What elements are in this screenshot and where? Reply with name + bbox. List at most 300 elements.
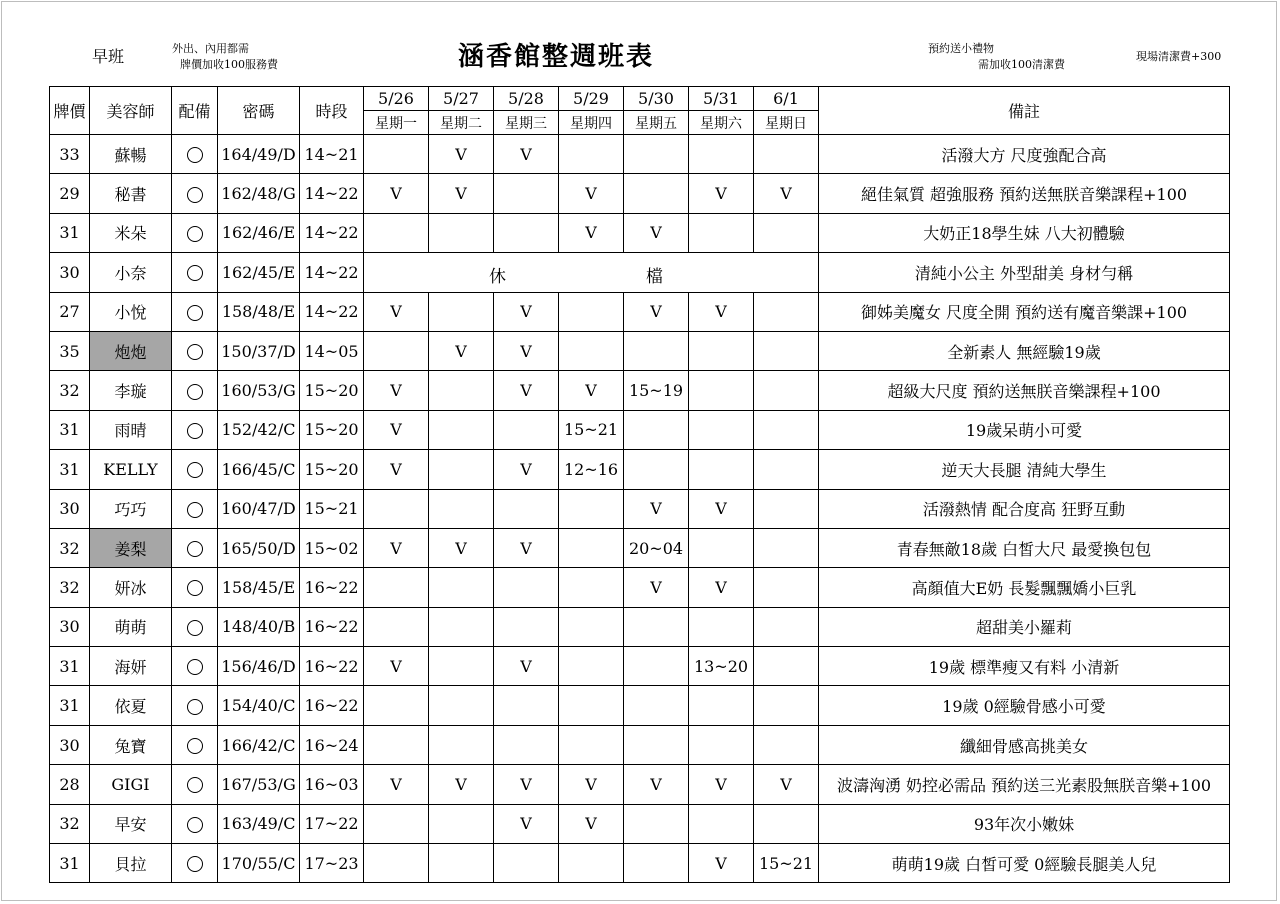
day-cell (689, 725, 754, 764)
day-cell: V (624, 765, 689, 804)
col-header-period: 時段 (300, 87, 364, 135)
day-cell: V (429, 765, 494, 804)
col-header-date: 5/31 (689, 87, 754, 111)
remark-cell: 全新素人 無經驗19歲 (819, 331, 1230, 370)
day-cell (624, 647, 689, 686)
circle-icon (187, 856, 203, 872)
col-header-date: 5/29 (559, 87, 624, 111)
col-header-code: 密碼 (218, 87, 300, 135)
code-cell: 158/48/E (218, 292, 300, 331)
day-cell (754, 725, 819, 764)
equip-cell (172, 489, 218, 528)
day-cell: V (689, 489, 754, 528)
day-cell: V (364, 647, 429, 686)
price-cell: 30 (50, 725, 90, 764)
col-header-date: 5/26 (364, 87, 429, 111)
beautician-name: 秘書 (90, 174, 172, 213)
price-cell: 31 (50, 686, 90, 725)
period-cell: 17~23 (300, 844, 364, 883)
circle-icon (187, 777, 203, 793)
day-cell: V (494, 765, 559, 804)
remark-cell: 逆天大長腿 清純大學生 (819, 450, 1230, 489)
equip-cell (172, 410, 218, 449)
day-cell (364, 725, 429, 764)
day-cell (689, 804, 754, 843)
day-cell (754, 331, 819, 370)
remark-cell: 超級大尺度 預約送無朕音樂課程+100 (819, 371, 1230, 410)
day-cell: V (494, 331, 559, 370)
day-cell (364, 804, 429, 843)
day-cell: 15~21 (754, 844, 819, 883)
day-cell: 13~20 (689, 647, 754, 686)
price-cell: 35 (50, 331, 90, 370)
equip-cell (172, 528, 218, 567)
equip-cell (172, 292, 218, 331)
col-header-equip: 配備 (172, 87, 218, 135)
circle-icon (187, 226, 203, 242)
beautician-name: 貝拉 (90, 844, 172, 883)
day-cell (559, 607, 624, 646)
beautician-name: 李璇 (90, 371, 172, 410)
col-header-weekday: 星期三 (494, 111, 559, 135)
day-cell (624, 135, 689, 174)
table-row (50, 371, 1230, 410)
table-row (50, 725, 1230, 764)
day-cell: 15~19 (624, 371, 689, 410)
remark-cell: 萌萌19歲 白皙可愛 0經驗長腿美人兒 (819, 844, 1230, 883)
remark-cell: 19歲 標準瘦又有料 小清新 (819, 647, 1230, 686)
beautician-name: 炮炮 (90, 331, 172, 370)
code-cell: 162/48/G (218, 174, 300, 213)
col-header-date: 6/1 (754, 87, 819, 111)
day-cell: 12~16 (559, 450, 624, 489)
service-fee-note-line1: 外出、內用都需 (172, 42, 249, 55)
day-cell (429, 292, 494, 331)
period-cell: 16~22 (300, 686, 364, 725)
day-cell (559, 844, 624, 883)
day-cell (364, 568, 429, 607)
equip-cell (172, 371, 218, 410)
table-row (50, 765, 1230, 804)
day-cell (429, 804, 494, 843)
day-cell (624, 844, 689, 883)
day-cell (364, 489, 429, 528)
beautician-name: 兔寶 (90, 725, 172, 764)
table-row (50, 568, 1230, 607)
circle-icon (187, 738, 203, 754)
day-cell (559, 568, 624, 607)
day-cell: V (494, 292, 559, 331)
remark-cell: 波濤洶湧 奶控必需品 預約送三光素股無朕音樂+100 (819, 765, 1230, 804)
day-cell (429, 647, 494, 686)
day-cell: V (559, 174, 624, 213)
beautician-name: 依夏 (90, 686, 172, 725)
col-header-remark: 備註 (819, 87, 1230, 135)
price-cell: 27 (50, 292, 90, 331)
price-cell: 31 (50, 647, 90, 686)
day-cell (494, 686, 559, 725)
price-cell: 30 (50, 489, 90, 528)
code-cell: 150/37/D (218, 331, 300, 370)
day-cell (624, 607, 689, 646)
day-cell: V (754, 765, 819, 804)
equip-cell (172, 568, 218, 607)
code-cell: 167/53/G (218, 765, 300, 804)
day-cell (689, 410, 754, 449)
period-cell: 16~22 (300, 607, 364, 646)
circle-icon (187, 502, 203, 518)
day-cell (494, 725, 559, 764)
day-cell (494, 174, 559, 213)
day-cell (559, 725, 624, 764)
period-cell: 14~22 (300, 213, 364, 252)
table-row (50, 804, 1230, 843)
schedule-body (50, 135, 1230, 883)
price-cell: 32 (50, 528, 90, 567)
beautician-name: 海妍 (90, 647, 172, 686)
beautician-name: 早安 (90, 804, 172, 843)
table-row (50, 686, 1230, 725)
day-cell: V (624, 568, 689, 607)
day-cell (364, 607, 429, 646)
day-cell (494, 607, 559, 646)
col-header-price: 牌價 (50, 87, 90, 135)
day-cell: V (624, 292, 689, 331)
day-cell (624, 725, 689, 764)
remark-cell: 活潑熱情 配合度高 狂野互動 (819, 489, 1230, 528)
price-cell: 31 (50, 450, 90, 489)
period-cell: 15~02 (300, 528, 364, 567)
beautician-name: 萌萌 (90, 607, 172, 646)
table-row (50, 528, 1230, 567)
day-cell (689, 371, 754, 410)
table-row (50, 410, 1230, 449)
day-cell (754, 213, 819, 252)
day-cell: V (494, 135, 559, 174)
price-cell: 30 (50, 253, 90, 292)
code-cell: 166/45/C (218, 450, 300, 489)
day-cell: V (364, 371, 429, 410)
day-cell: V (689, 765, 754, 804)
day-cell: V (364, 765, 429, 804)
circle-icon (187, 462, 203, 478)
service-fee-note-line2: 牌價加收100服務費 (180, 58, 278, 71)
day-cell (624, 804, 689, 843)
col-header-date: 5/28 (494, 87, 559, 111)
circle-icon (187, 187, 203, 203)
equip-cell (172, 331, 218, 370)
day-cell: V (624, 213, 689, 252)
remark-cell: 青春無敵18歲 白皙大尺 最愛換包包 (819, 528, 1230, 567)
period-cell: 15~20 (300, 410, 364, 449)
table-row (50, 292, 1230, 331)
period-cell: 16~22 (300, 568, 364, 607)
price-cell: 31 (50, 844, 90, 883)
equip-cell (172, 174, 218, 213)
beautician-name: 小奈 (90, 253, 172, 292)
day-cell (429, 607, 494, 646)
period-cell: 14~22 (300, 253, 364, 292)
code-cell: 162/45/E (218, 253, 300, 292)
price-cell: 30 (50, 607, 90, 646)
leave-cell (364, 253, 819, 292)
code-cell: 165/50/D (218, 528, 300, 567)
beautician-name: 米朵 (90, 213, 172, 252)
day-cell (754, 292, 819, 331)
remark-cell: 高顏值大E奶 長髮飄飄嬌小巨乳 (819, 568, 1230, 607)
day-cell (754, 568, 819, 607)
circle-icon (187, 423, 203, 439)
day-cell (754, 528, 819, 567)
code-cell: 158/45/E (218, 568, 300, 607)
day-cell: V (364, 174, 429, 213)
table-row (50, 135, 1230, 174)
col-header-date: 5/27 (429, 87, 494, 111)
day-cell: V (364, 450, 429, 489)
day-cell: V (364, 292, 429, 331)
day-cell (494, 410, 559, 449)
day-cell: V (494, 450, 559, 489)
table-row (50, 331, 1230, 370)
equip-cell (172, 450, 218, 489)
day-cell: V (559, 765, 624, 804)
day-cell (559, 292, 624, 331)
equip-cell (172, 686, 218, 725)
day-cell (559, 686, 624, 725)
reservation-note-line1: 預約送小禮物 (928, 42, 994, 55)
day-cell (754, 647, 819, 686)
code-cell: 160/53/G (218, 371, 300, 410)
period-cell: 15~20 (300, 450, 364, 489)
reservation-note-line2: 需加收100清潔費 (978, 58, 1065, 71)
cleaning-fee-note: 現場清潔費+300 (1136, 50, 1222, 63)
beautician-name: 巧巧 (90, 489, 172, 528)
day-cell: V (494, 371, 559, 410)
day-cell: V (689, 844, 754, 883)
remark-cell: 19歲呆萌小可愛 (819, 410, 1230, 449)
period-cell: 16~03 (300, 765, 364, 804)
table-row (50, 647, 1230, 686)
price-cell: 32 (50, 568, 90, 607)
day-cell: V (429, 135, 494, 174)
day-cell (429, 213, 494, 252)
page-title: 涵香館整週班表 (457, 42, 654, 72)
equip-cell (172, 607, 218, 646)
circle-icon (187, 344, 203, 360)
equip-cell (172, 725, 218, 764)
day-cell (494, 568, 559, 607)
col-header-weekday: 星期日 (754, 111, 819, 135)
day-cell: V (754, 174, 819, 213)
table-row (50, 489, 1230, 528)
code-cell: 154/40/C (218, 686, 300, 725)
day-cell: V (429, 331, 494, 370)
circle-icon (187, 305, 203, 321)
day-cell (494, 489, 559, 528)
table-row (50, 607, 1230, 646)
remark-cell: 活潑大方 尺度強配合高 (819, 135, 1230, 174)
circle-icon (187, 384, 203, 400)
day-cell: V (494, 528, 559, 567)
day-cell: V (559, 371, 624, 410)
period-cell: 14~05 (300, 331, 364, 370)
beautician-name: 雨晴 (90, 410, 172, 449)
code-cell: 148/40/B (218, 607, 300, 646)
circle-icon (187, 620, 203, 636)
day-cell (689, 331, 754, 370)
day-cell: V (689, 292, 754, 331)
circle-icon (187, 580, 203, 596)
day-cell (689, 450, 754, 489)
remark-cell: 大奶正18學生妹 八大初體驗 (819, 213, 1230, 252)
period-cell: 14~21 (300, 135, 364, 174)
day-cell (559, 647, 624, 686)
beautician-name: 妍冰 (90, 568, 172, 607)
day-cell (364, 331, 429, 370)
remark-cell: 纖細骨感高挑美女 (819, 725, 1230, 764)
code-cell: 166/42/C (218, 725, 300, 764)
price-cell: 32 (50, 371, 90, 410)
day-cell (429, 686, 494, 725)
day-cell (429, 725, 494, 764)
remark-cell: 93年次小嫩妹 (819, 804, 1230, 843)
col-header-beautician: 美容師 (90, 87, 172, 135)
leave-label: 休 (489, 267, 506, 288)
day-cell: V (429, 174, 494, 213)
price-cell: 28 (50, 765, 90, 804)
day-cell (429, 489, 494, 528)
day-cell: 20~04 (624, 528, 689, 567)
col-header-weekday: 星期一 (364, 111, 429, 135)
day-cell: V (689, 568, 754, 607)
equip-cell (172, 844, 218, 883)
equip-cell (172, 647, 218, 686)
day-cell (559, 489, 624, 528)
equip-cell (172, 213, 218, 252)
day-cell (364, 686, 429, 725)
day-cell (429, 410, 494, 449)
day-cell (754, 686, 819, 725)
day-cell (754, 410, 819, 449)
code-cell: 170/55/C (218, 844, 300, 883)
period-cell: 15~20 (300, 371, 364, 410)
code-cell: 160/47/D (218, 489, 300, 528)
day-cell (624, 331, 689, 370)
col-header-weekday: 星期五 (624, 111, 689, 135)
period-cell: 15~21 (300, 489, 364, 528)
price-cell: 31 (50, 410, 90, 449)
col-header-date: 5/30 (624, 87, 689, 111)
beautician-name: 姜梨 (90, 528, 172, 567)
day-cell: V (429, 528, 494, 567)
day-cell (364, 213, 429, 252)
equip-cell (172, 253, 218, 292)
price-cell: 32 (50, 804, 90, 843)
beautician-name: 小悅 (90, 292, 172, 331)
table-row (50, 844, 1230, 883)
day-cell: 15~21 (559, 410, 624, 449)
day-cell (689, 135, 754, 174)
col-header-weekday: 星期六 (689, 111, 754, 135)
weekly-schedule-table (49, 86, 1230, 883)
period-cell: 14~22 (300, 174, 364, 213)
day-cell (624, 686, 689, 725)
beautician-name: KELLY (90, 450, 172, 489)
col-header-weekday: 星期四 (559, 111, 624, 135)
code-cell: 163/49/C (218, 804, 300, 843)
day-cell (429, 844, 494, 883)
circle-icon (187, 147, 203, 163)
equip-cell (172, 765, 218, 804)
beautician-name: 蘇暢 (90, 135, 172, 174)
day-cell (559, 528, 624, 567)
period-cell: 16~24 (300, 725, 364, 764)
code-cell: 152/42/C (218, 410, 300, 449)
code-cell: 162/46/E (218, 213, 300, 252)
circle-icon (187, 659, 203, 675)
day-cell: V (689, 174, 754, 213)
day-cell (754, 607, 819, 646)
day-cell (559, 135, 624, 174)
day-cell (754, 371, 819, 410)
day-cell (494, 213, 559, 252)
day-cell: V (364, 410, 429, 449)
circle-icon (187, 699, 203, 715)
table-row (50, 253, 1230, 292)
circle-icon (187, 541, 203, 557)
code-cell: 164/49/D (218, 135, 300, 174)
remark-cell: 御姊美魔女 尺度全開 預約送有魔音樂課+100 (819, 292, 1230, 331)
day-cell (429, 371, 494, 410)
day-cell (429, 450, 494, 489)
day-cell (559, 331, 624, 370)
remark-cell: 絕佳氣質 超強服務 預約送無朕音樂課程+100 (819, 174, 1230, 213)
day-cell (689, 528, 754, 567)
period-cell: 17~22 (300, 804, 364, 843)
price-cell: 33 (50, 135, 90, 174)
day-cell: V (494, 647, 559, 686)
equip-cell (172, 804, 218, 843)
price-cell: 31 (50, 213, 90, 252)
table-row (50, 174, 1230, 213)
day-cell (689, 607, 754, 646)
day-cell (754, 450, 819, 489)
leave-label: 檔 (646, 267, 663, 288)
day-cell: V (559, 213, 624, 252)
beautician-name: GIGI (90, 765, 172, 804)
day-cell (624, 450, 689, 489)
day-cell (364, 844, 429, 883)
day-cell (754, 489, 819, 528)
table-row (50, 213, 1230, 252)
day-cell (754, 135, 819, 174)
day-cell (364, 135, 429, 174)
equip-cell (172, 135, 218, 174)
day-cell (429, 568, 494, 607)
day-cell: V (494, 804, 559, 843)
circle-icon (187, 817, 203, 833)
day-cell (624, 174, 689, 213)
day-cell (689, 686, 754, 725)
remark-cell: 清純小公主 外型甜美 身材勻稱 (819, 253, 1230, 292)
price-cell: 29 (50, 174, 90, 213)
circle-icon (187, 265, 203, 281)
day-cell: V (559, 804, 624, 843)
day-cell (624, 410, 689, 449)
day-cell (494, 844, 559, 883)
day-cell (689, 213, 754, 252)
remark-cell: 超甜美小羅莉 (819, 607, 1230, 646)
